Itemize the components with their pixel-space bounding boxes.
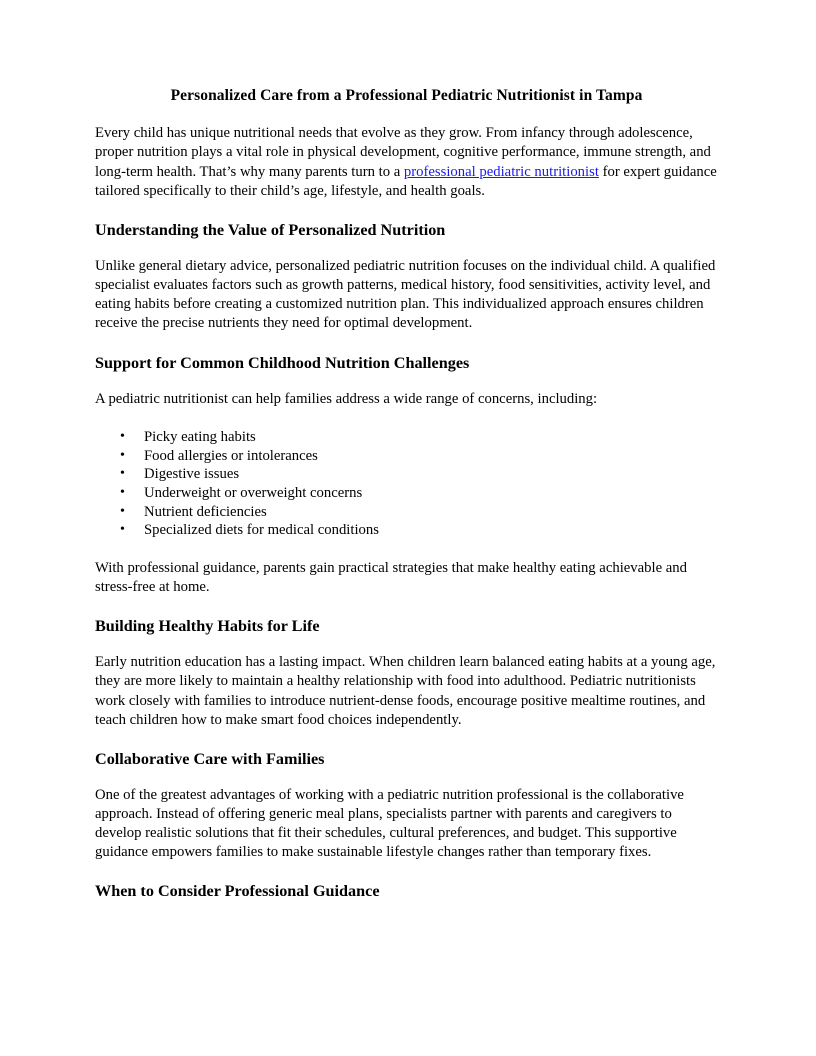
list-item	[120, 484, 718, 503]
bullet-icon: •	[120, 447, 125, 463]
professional-pediatric-nutritionist-link[interactable]: professional pediatric nutritionist	[403, 163, 599, 180]
list-item	[120, 521, 718, 540]
intro-text-part2: for expert guidance tailored specifically to their child’s age, lifestyle, and health goals.	[95, 163, 717, 199]
intro-paragraph	[95, 124, 718, 200]
page-title: Personalized Care from a Professional Pediatric Nutritionist in Tampa	[170, 87, 643, 104]
section-paragraph-collaborative-care: One of the greatest advantages of working with a pediatric nutrition professional is the collaborative approach. Instead of offering generic meal plans, specialists partner with parents and caregivers to develop realistic solutions that fit their schedules, cultural preferences, and budget. This supportive guidance empowers families to make sustainable lifestyle changes rather than temporary fixes.	[95, 787, 684, 861]
bullet-icon: •	[120, 503, 125, 519]
list-item-label: Food allergies or intolerances	[144, 447, 318, 464]
section-heading-healthy-habits: Building Healthy Habits for Life	[95, 617, 320, 636]
list-item-label: Specialized diets for medical conditions	[144, 522, 379, 539]
section-heading-collaborative-care: Collaborative Care with Families	[95, 749, 325, 768]
bullet-icon: •	[120, 466, 125, 482]
nutrition-concerns-list	[95, 428, 718, 540]
section-heading-common-challenges: Support for Common Childhood Nutrition Challenges	[95, 353, 470, 372]
section-heading-when-to-consider: When to Consider Professional Guidance	[95, 882, 380, 901]
section-paragraph-common-challenges: A pediatric nutritionist can help families address a wide range of concerns, including:	[95, 390, 598, 407]
section-paragraph-understanding-value: Unlike general dietary advice, personalized pediatric nutrition focuses on the individual child. A qualified specialist evaluates factors such as growth patterns, medical history, food sensitivities, activity level, and eating habits before creating a customized nutrition plan. This individualized approach ensures children receive the precise nutrients they need for optimal development.	[95, 258, 716, 332]
section-paragraph-guidance-benefits: With professional guidance, parents gain practical strategies that make healthy eating achievable and stress-free at home.	[95, 559, 687, 595]
bullet-icon: •	[120, 428, 125, 444]
list-item-label: Nutrient deficiencies	[144, 503, 267, 520]
list-item	[120, 503, 718, 522]
list-item-label: Underweight or overweight concerns	[144, 484, 363, 501]
bullet-icon: •	[120, 484, 125, 500]
list-item-label: Digestive issues	[144, 466, 240, 483]
list-item	[120, 447, 718, 466]
list-item-label: Picky eating habits	[144, 428, 256, 445]
list-item	[120, 465, 718, 484]
section-paragraph-healthy-habits: Early nutrition education has a lasting impact. When children learn balanced eating habits at a young age, they are more likely to maintain a healthy relationship with food into adulthood. Pediatric nutritionists work closely with families to introduce nutrient-dense foods, encourage positive mealtime routines, and teach children how to make smart food choices independently.	[95, 654, 716, 728]
intro-text-part1: Every child has unique nutritional needs that evolve as they grow. From infancy through adolescence, proper nutrition plays a vital role in physical development, cognitive performance, immune strength, and long-term health. That’s why many parents turn to a	[95, 125, 711, 180]
section-heading-understanding-value: Understanding the Value of Personalized Nutrition	[95, 220, 446, 239]
bullet-icon: •	[120, 522, 125, 538]
list-item	[120, 428, 718, 447]
